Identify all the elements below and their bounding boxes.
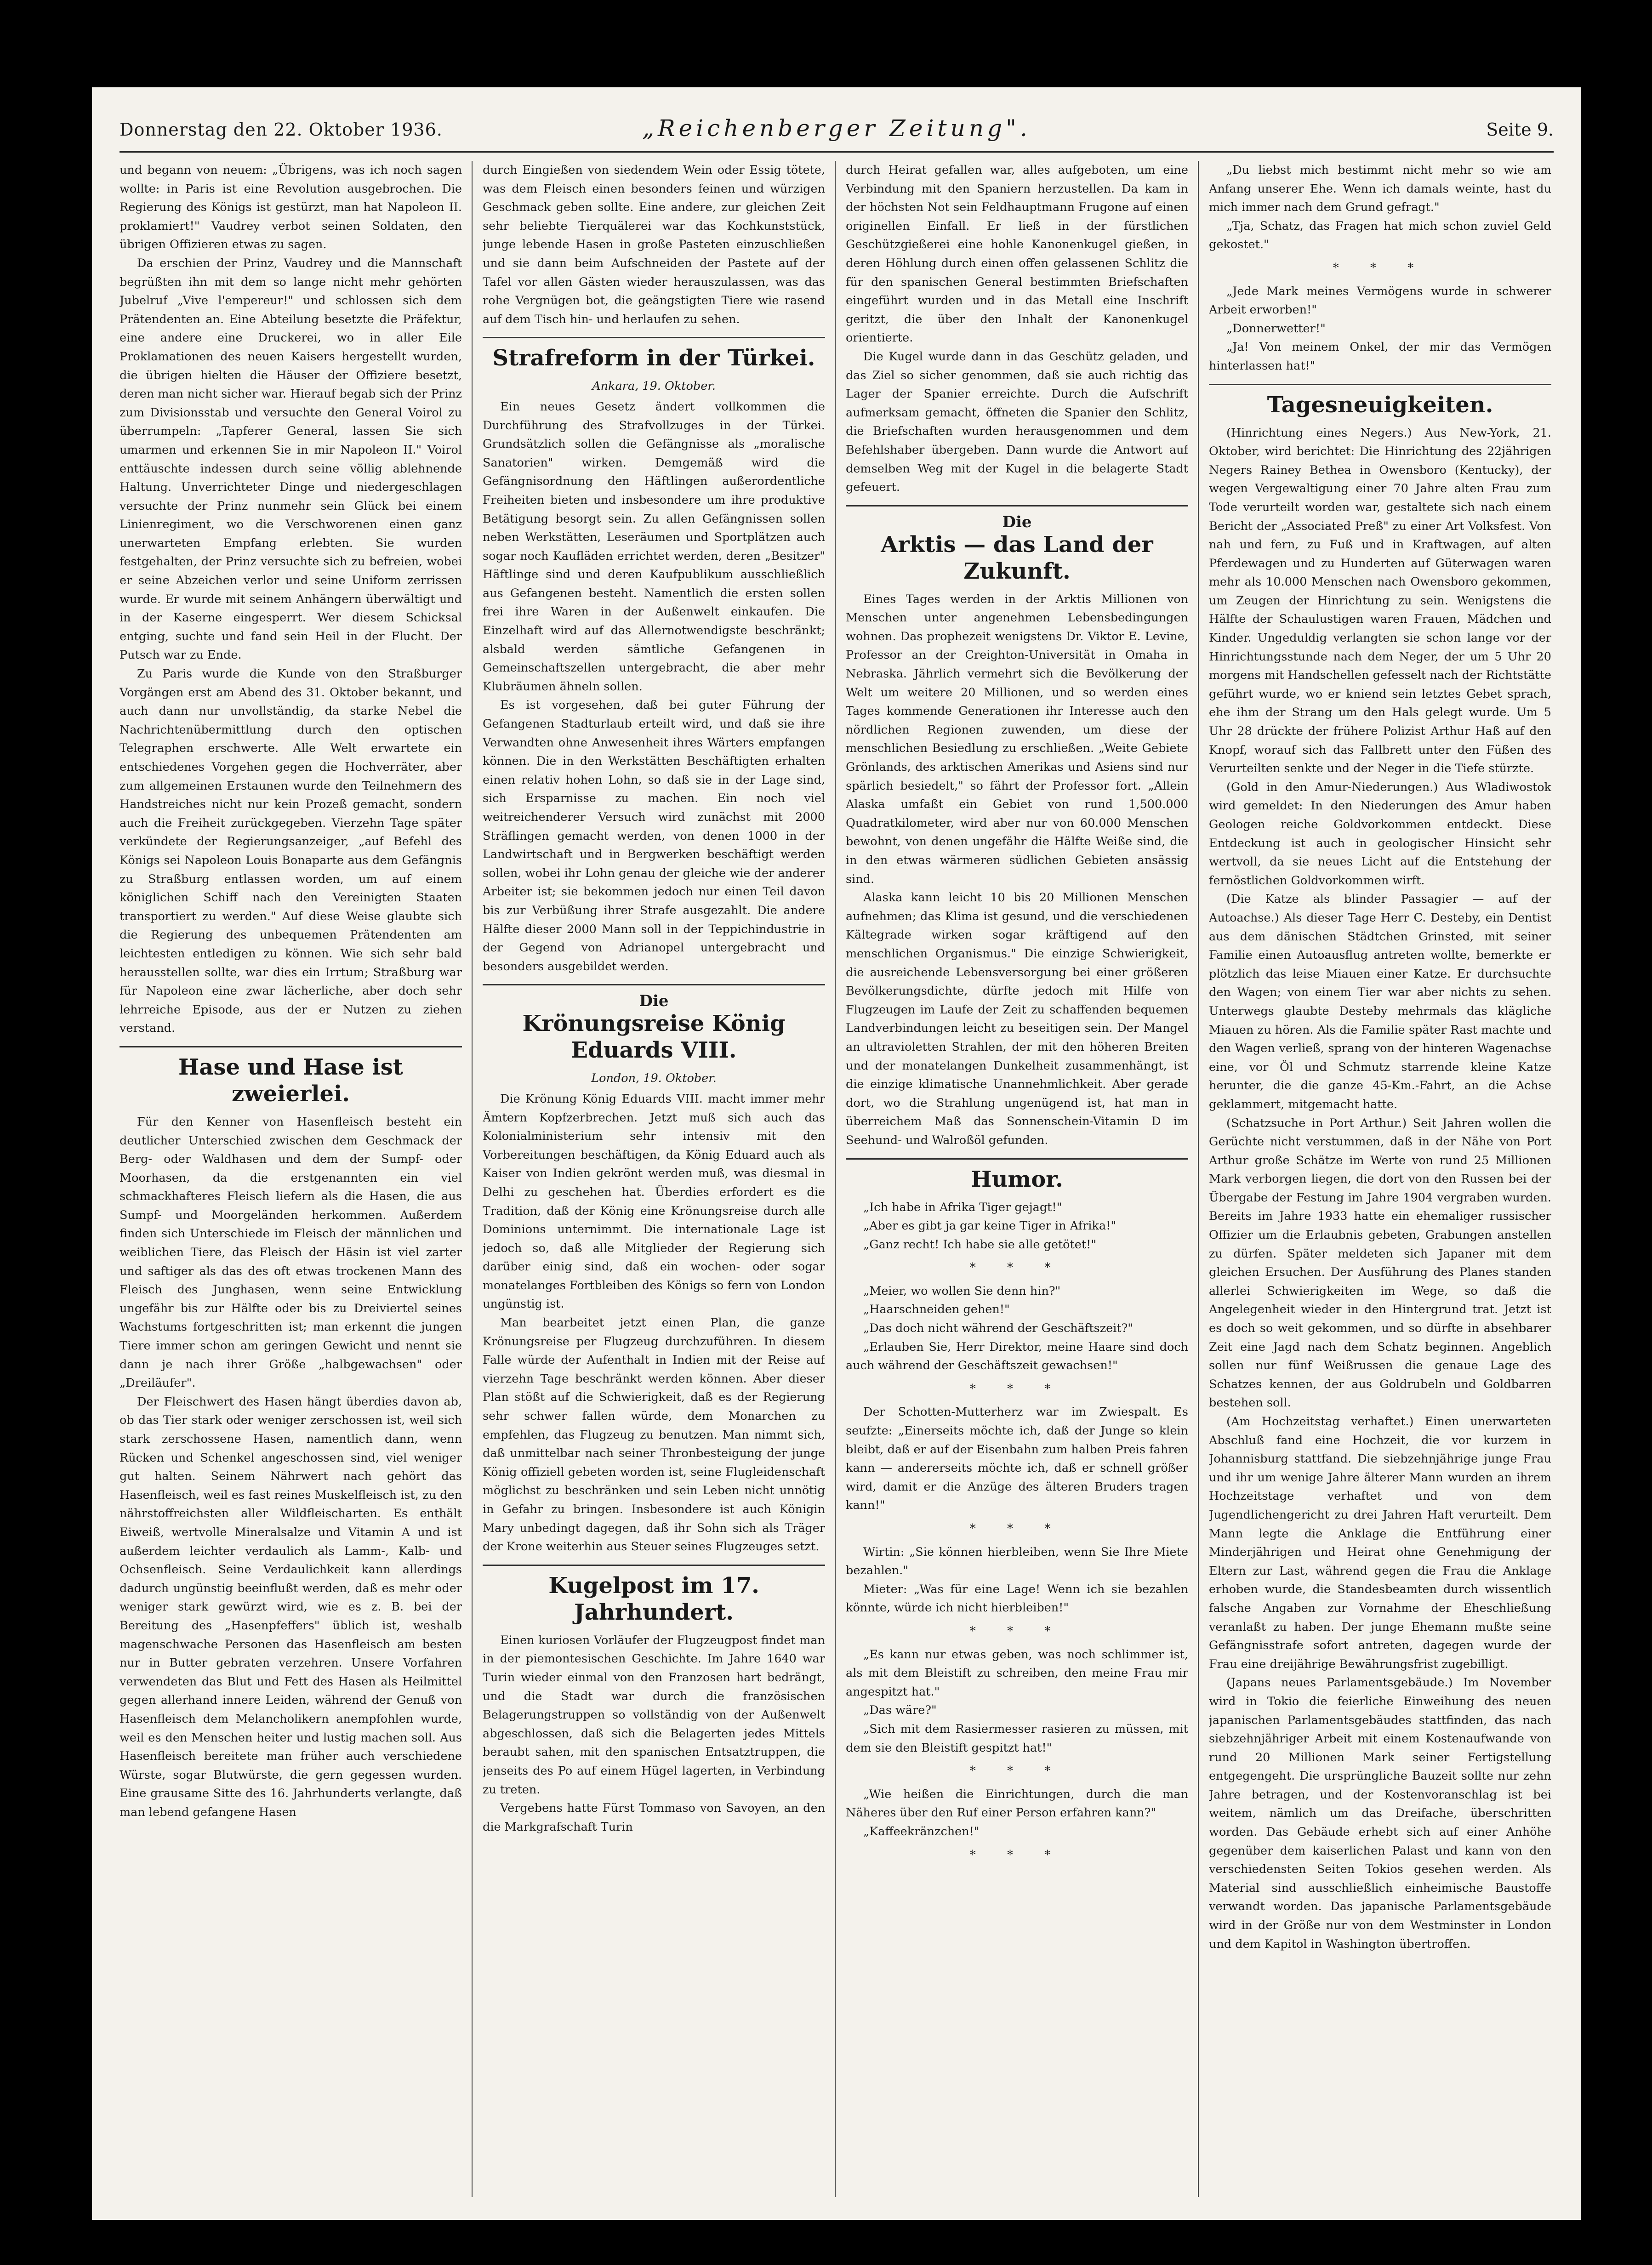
- joke-separator: * * *: [969, 1848, 1065, 1862]
- joke-line: „Aber es gibt ja gar keine Tiger in Afrika!": [863, 1219, 1117, 1233]
- joke-line: „Donnerwetter!": [1226, 321, 1326, 336]
- header-rule: [120, 151, 1554, 153]
- article-paragraph: Man bearbeitet jetzt einen Plan, die ganze Krönungsreise per Flugzeug durchzuführen. In diesem Falle würde der Aufenthalt in Indien mit der Reise auf vierzehn Tage beschränkt werden können. Aber dieser Plan stößt auf die Schwierigkeit, daß es der Regierung sehr schwer fallen würde, dem Monarchen zu empfehlen, das Flugzeug zu benutzen. Man nimmt sich, daß unmittelbar nach seiner Thronbesteigung der junge König offiziell gebeten worden ist, seine Flugleidenschaft möglichst zu beschränken und sein Leben nicht unnötig in Gefahr zu bringen. Insbesondere ist auch Königin Mary unbedingt dagegen, daß ihr Sohn sich als Träger der Krone weiterhin aus Steuer seines Flugzeuges setzt.: [483, 1316, 825, 1554]
- joke-separator: * * *: [969, 1382, 1065, 1396]
- article-divider: [1209, 384, 1551, 385]
- article-paragraph: Ein neues Gesetz ändert vollkommen die Durchführung des Strafvollzuges in der Türkei. Grundsätzlich sollen die Gefängnisse als „moralische Sanatorien" wirken. Demgemäß wird die Gefängnisordnung den Häftlingen außerordentliche Freiheiten bieten und insbesondere um ihre produktive Betätigung besorgt sein. Zu allen Gefängnissen sollen neben Werkstätten, Leseräumen und Sportplätzen auch sogar noch Kaufläden errichtet werden, deren „Besitzer" Häftlinge sind und deren Kaufpublikum ausschließlich aus Gefangenen besteht. Namentlich die ersten sollen frei ihre Waren in der Außenwelt einkaufen. Die Einzelhaft wird auf das Allernotwendigste beschränkt; alsbald werden sämtliche Gefangenen in Gemeinschaftszellen untergebracht, die aber mehr Klubräumen ähneln sollen.: [483, 399, 825, 694]
- joke-line: Mieter: „Was für eine Lage! Wenn ich sie bezahlen könnte, würde ich nicht hierbleiben!": [846, 1582, 1188, 1615]
- column-3: [846, 161, 1188, 2197]
- joke-separator: * * *: [969, 1261, 1065, 1275]
- joke-line: „Jede Mark meines Vermögens wurde in schwerer Arbeit erworben!": [1209, 284, 1551, 317]
- article-pretitle: Die: [1002, 512, 1032, 531]
- joke-line: „Kaffeekränzchen!": [863, 1824, 980, 1838]
- article-dateline: Ankara, 19. Oktober.: [592, 379, 716, 393]
- article-paragraph: Der Fleischwert des Hasen hängt überdies davon ab, ob das Tier stark oder weniger zerschossen ist, weil sich stark zerschossene Hasen, namentlich dann, wenn Rücken und Schenkel angeschossen sind, viel weniger gut halten. Seinem Nährwert nach gehört das Hasenfleisch, weil es fast reines Muskelfleisch ist, zu den nährstoffreichsten aller Wildfleischarten. Es enthält Eiweiß, wertvolle Mineralsalze und Vitamin A und ist außerdem leichter verdaulich als Lamm-, Kalb- und Ochsenfleisch. Seine Verdaulichkeit kann allerdings dadurch ungünstig beeinflußt werden, daß es mehr oder weniger stark gewürzt wird, wie es z. B. bei der Bereitung des „Hasenpfeffers" üblich ist, weshalb magenschwache Personen das Hasenfleisch am besten nur in Butter gebraten verzehren. Unsere Vorfahren verwendeten das Blut und Fett des Hasen als Heilmittel gegen allerhand innere Leiden, während der Genuß von Hasenfleisch dem Melancholikern anempfohlen wurde, weil es den Menschen heiter und lustig machen soll. Aus Hasenfleisch bereitete man früher auch verschiedene Würste, sogar Blutwürste, die gern gegessen wurden. Eine grausame Sitte des 16. Jahrhunderts verlangte, daß man lebend gefangene Hasen: [120, 1394, 462, 1819]
- article-paragraph: durch Eingießen von siedendem Wein oder Essig tötete, was dem Fleisch einen besonders feinen und würzigen Geschmack geben sollte. Eine andere, zur gleichen Zeit sehr beliebte Tierquälerei war das Kochkunststück, junge lebende Hasen in große Pasteten einzuschließen und sie dann beim Aufschneiden der Pastete auf der Tafel vor allen Gästen wieder herauszulassen, was das rohe Vergnügen bot, die geängstigten Tiere wie rasend auf dem Tisch hin- und herlaufen zu sehen.: [483, 163, 825, 326]
- article-divider: [483, 1565, 825, 1566]
- column-divider: [472, 161, 473, 2197]
- article-divider: [846, 505, 1188, 506]
- column-divider: [835, 161, 836, 2197]
- column-1: [120, 161, 462, 2197]
- article-divider: [483, 337, 825, 338]
- article-paragraph: Vergebens hatte Fürst Tommaso von Savoyen, an den die Markgrafschaft Turin: [483, 1801, 825, 1834]
- joke-separator: * * *: [969, 1522, 1065, 1536]
- news-item: (Schatzsuche in Port Arthur.) Seit Jahren wollen die Gerüchte nicht verstummen, daß in der Nähe von Port Arthur große Schätze im Werte von rund 25 Millionen Mark verborgen liegen, die dort von den Russen bei der Übergabe der Festung im Jahre 1904 vergraben wurden. Bereits im Jahre 1933 hatte ein ehemaliger russischer Offizier um die Erlaubnis gebeten, Grabungen anstellen zu dürfen. Später meldeten sich Japaner mit dem gleichen Ersuchen. Der Ausführung des Planes standen allerlei Schwierigkeiten im Wege, so daß die Angelegenheit wieder in den Hintergrund trat. Jetzt ist es doch so weit gekommen, und so dürfte in absehbarer Zeit eine Jagd nach dem Schatz beginnen. Angeblich sollen nur fünf Weißrussen die genaue Lage des Schatzes kennen, der aus Goldrubeln und Goldbarren bestehen soll.: [1209, 1116, 1551, 1410]
- joke-separator: * * *: [1333, 261, 1428, 275]
- article-dateline: London, 19. Oktober.: [591, 1071, 717, 1086]
- joke-line: „Ich habe in Afrika Tiger gejagt!": [863, 1200, 1062, 1214]
- joke-line: „Tja, Schatz, das Fragen hat mich schon zuviel Geld gekostet.": [1209, 219, 1551, 252]
- article-pretitle: Die: [639, 992, 669, 1011]
- joke-line: Der Schotten-Mutterherz war im Zwiespalt. Es seufzte: „Einerseits möchte ich, daß der Junge so klein bleibt, daß er auf der Eisenbahn zum halben Preis fahren kann — andererseits möchte ich, daß er schnell größer wird, damit er die Anzüge des älteren Bruders tragen kann!": [846, 1405, 1188, 1513]
- article-divider: [483, 984, 825, 985]
- joke-line: „Du liebst mich bestimmt nicht mehr so wie am Anfang unserer Ehe. Wenn ich damals weinte, hast du mich immer nach dem Grund gefragt.": [1209, 163, 1551, 215]
- article-paragraph: Einen kuriosen Vorläufer der Flugzeugpost findet man in der piemontesischen Geschichte. Im Jahre 1640 war Turin wieder einmal von den Franzosen hart bedrängt, und die Stadt war durch die französischen Belagerungstruppen so vollständig von der Außenwelt abgeschlossen, daß sich die Belagerten jedes Mittels beraubt sahen, mit den spanischen Entsatztruppen, die jenseits des Po auf einem Hügel lagerten, in Verbindung zu treten.: [483, 1633, 825, 1797]
- article-paragraph: Alaska kann leicht 10 bis 20 Millionen Menschen aufnehmen; das Klima ist gesund, und die verschiedenen Kältegrade wirken sogar kräftigend auf den menschlichen Organismus." Die einzige Schwierigkeit, die ausreichende Lebensversorgung bei einer größeren Bevölkerungsdichte, dürfte jedoch mit Hilfe von Flugzeugen im Laufe der Zeit zu schaffenden bequemen Landverbindungen leicht zu beseitigen sein. Der Mangel an ultravioletten Strahlen, der mit den höheren Breiten und der monatelangen Dunkelheit zusammenhängt, ist die einzige klimatische Unannehmlichkeit. Aber gerade dort, wo die Strahlung ungenügend ist, hat man in überreichem Maß das Sonnenschein-Vitamin D im Seehund- und Walroßöl gefunden.: [846, 891, 1188, 1147]
- article-title-kroenungsreise: Krönungsreise König Eduards VIII.: [522, 1011, 786, 1064]
- joke-line: „Ganz recht! Ich habe sie alle getötet!": [863, 1237, 1097, 1252]
- article-paragraph: Eines Tages werden in der Arktis Millionen von Menschen unter angenehmen Lebensbedingungen wohnen. Das prophezeit wenigstens Dr. Viktor E. Levine, Professor an der Creighton-Universität in Omaha in Nebraska. Jährlich vermehrt sich die Bevölkerung der Welt um weitere 20 Millionen, und so werden eines Tages kommende Generationen ihr Interesse auch den nördlichen Regionen zuwenden, um diese der menschlichen Besiedlung zu erschließen. „Weite Gebiete Grönlands, des arktischen Amerikas und Asiens sind nur spärlich besiedelt," so fährt der Professor fort. „Allein Alaska umfaßt ein Gebiet von rund 1,500.000 Quadratkilometer, wird aber nur von 60.000 Menschen bewohnt, von denen ungefähr die Hälfte Weiße sind, die in den etwas wärmeren südlichen Gebieten ansässig sind.: [846, 592, 1188, 886]
- article-paragraph: Für den Kenner von Hasenfleisch besteht ein deutlicher Unterschied zwischen dem Geschmack der Berg- oder Waldhasen und dem der Sumpf- oder Moorhasen, da die erstgenannten ein viel schmackhafteres Fleisch liefern als die Hasen, die aus Sumpf- und Moorgeländen herkommen. Außerdem finden sich Unterschiede im Fleisch der männlichen und weiblichen Tiere, das Fleisch der Häsin ist viel zarter und saftiger als das des oft etwas trockenen Mann des Fleisch des Junghasen, wenn seine Entwicklung ungefähr bis zur Hälfte oder bis zu Dreiviertel seines Wachstums fortgeschritten ist; man erkennt die jungen Tiere immer schon am geringen Gewicht und nennt sie dann je nach ihrer Größe „halbgewachsen" oder „Dreiläufer".: [120, 1115, 462, 1390]
- article-divider: [120, 1046, 462, 1047]
- article-title-arktis: Arktis — das Land der Zukunft.: [881, 531, 1153, 584]
- article-paragraph: Zu Paris wurde die Kunde von den Straßburger Vorgängen erst am Abend des 31. Oktober bekannt, und auch dann nur unvollständig, da starke Nebel die Nachrichtenübermittlung durch den optischen Telegraphen erschwerte. Alle Welt erwartete ein entschiedenes Vorgehen gegen die Hochverräter, aber zum allgemeinen Erstaunen wurde den Teilnehmern des Handstreiches nicht nur kein Prozeß gemacht, sondern auch die Freiheit zurückgegeben. Vierzehn Tage später verkündete der Regierungsanzeiger, „auf Befehl des Königs sei Napoleon Louis Bonaparte aus dem Gefängnis zu Straßburg entlassen worden, um auf einem königlichen Schiff nach den Vereinigten Staaten transportiert zu werden." Auf diese Weise glaubte sich die Regierung des unbequemen Prätendenten am leichtesten entledigen zu können. Wie sich sehr bald herausstellen sollte, war dies ein Irrtum; Straßburg war für Napoleon eine zwar lächerliche, aber doch sehr lehrreiche Episode, aus der er Nutzen zu ziehen verstand.: [120, 667, 462, 1036]
- article-title-hase: Hase und Hase ist zweierlei.: [178, 1054, 403, 1107]
- joke-line: „Wie heißen die Einrichtungen, durch die man Näheres über den Ruf einer Person erfahren kann?": [846, 1787, 1188, 1820]
- column-divider: [1198, 161, 1199, 2197]
- article-divider: [846, 1158, 1188, 1160]
- joke-line: „Meier, wo wollen Sie denn hin?": [863, 1284, 1061, 1298]
- joke-line: „Erlauben Sie, Herr Direktor, meine Haare sind doch auch während der Geschäftszeit gewachsen!": [846, 1340, 1188, 1373]
- page-number: Seite 9.: [1486, 120, 1554, 140]
- article-paragraph: Da erschien der Prinz, Vaudrey und die Mannschaft begrüßten ihn mit dem so lange nicht mehr gehörten Jubelruf „Vive l'empereur!" und schlossen sich dem Prätendenten an. Eine Abteilung besetzte die Präfektur, eine andere eine Druckerei, wo in aller Eile Proklamationen des neuen Kaisers hergestellt wurden, die übrigen hielten die Häuser der Offiziere besetzt, deren man nicht sicher war. Hierauf begab sich der Prinz zum Divisionsstab und versuchte den General Voirol zu überrumpeln: „Tapferer General, lassen Sie sich umarmen und erkennen Sie in mir Napoleon II." Voirol enttäuschte indessen durch seine völlig ablehnende Haltung. Unverrichteter Dinge und niedergeschlagen versuchte der Prinz nunmehr sein Glück bei einem Linienregiment, wo die Verschworenen einen ganz unerwarteten Empfang erlebten. Sie wurden festgehalten, der Prinz versuchte sich zu befreien, wobei er seine Abzeichen verlor und seine Uniform zerrissen wurde. Er wurde mit seinem Anhängern überwältigt und in der Kaserne eingesperrt. Wer diesem Schicksal entging, suchte und fand sein Heil in der Flucht. Der Putsch war zu Ende.: [120, 256, 462, 662]
- joke-line: „Das doch nicht während der Geschäftszeit?": [863, 1321, 1134, 1336]
- joke-line: „Ja! Von meinem Onkel, der mir das Vermögen hinterlassen hat!": [1209, 340, 1551, 373]
- newspaper-page: [92, 87, 1581, 2220]
- news-item: (Gold in den Amur-Niederungen.) Aus Wladiwostok wird gemeldet: In den Niederungen des Amur haben Geologen reiche Goldvorkommen entdeckt. Diese Entdeckung ist auch in geologischer Hinsicht sehr wertvoll, da sie neues Licht auf die Entstehung der fernöstlichen Goldvorkommen wirft.: [1209, 780, 1551, 888]
- section-title-tagesneuigkeiten: Tagesneuigkeiten.: [1267, 392, 1493, 418]
- masthead-title: „Reichenberger Zeitung".: [642, 115, 1031, 142]
- article-paragraph: Es ist vorgesehen, daß bei guter Führung der Gefangenen Stadturlaub erteilt wird, und daß sie ihre Verwandten ohne Anwesenheit ihres Wärters empfangen können. Die in den Werkstätten Beschäftigten erhalten einen relativ hohen Lohn, so daß sie in der Lage sind, sich Ersparnisse zu machen. Ein noch viel weitreichenderer Versuch wird zunächst mit 2000 Sträflingen gemacht werden, von denen 1000 in der Landwirtschaft und in Bergwerken beschäftigt werden sollen, wobei ihr Lohn genau der gleiche wie der anderer Arbeiter ist; sie bekommen jedoch nur einen Teil davon bis zur Verbüßung ihrer Strafe ausgezahlt. Die andere Hälfte dieser 2000 Mann soll in der Teppichindustrie in der Gegend von Adrianopel untergebracht und besonders ausgebildet werden.: [483, 698, 825, 973]
- joke-line: „Das wäre?": [863, 1703, 937, 1718]
- news-item: (Hinrichtung eines Negers.) Aus New-York, 21. Oktober, wird berichtet: Die Hinrichtung des 22jährigen Negers Rainey Bethea in Owensboro (Kentucky), der wegen Vergewaltigung einer 70 Jahre alten Frau zum Tode verurteilt worden war, gestaltete sich nach einem Bericht der „Associated Preß" zu einer Art Volksfest. Von nah und fern, zu Fuß und in Kraftwagen, auf alten Pferdewagen und zu Hunderten auf Güterwagen waren mehr als 10.000 Menschen nach Owensboro gekommen, um Zeugen der Hinrichtung zu sein. Wenigstens die Hälfte der Schaulustigen waren Frauen, Mädchen und Kinder. Ungeduldig verlangten sie schon lange vor der Hinrichtungsstunde nach dem Neger, der um 5 Uhr 20 morgens mit Handschellen gefesselt nach der Richtstätte geführt wurde, wo er kniend sein letztes Gebet sprach, ehe ihm der Strang um den Hals gelegt wurde. Um 5 Uhr 28 drückte der frühere Polizist Arthur Haß auf den Knopf, worauf sich das Fallbrett unter den Füßen des Verurteilten senkte und der Neger in die Tiefe stürzte.: [1209, 426, 1551, 776]
- joke-line: „Es kann nur etwas geben, was noch schlimmer ist, als mit dem Bleistift zu schreiben, den meine Frau mir angespitzt hat.": [846, 1647, 1188, 1699]
- article-paragraph: Die Krönung König Eduards VIII. macht immer mehr Ämtern Kopfzerbrechen. Jetzt muß sich auch das Kolonialministerium sehr intensiv mit den Vorbereitungen beschäftigen, da König Eduard auch als Kaiser von Indien gekrönt werden muß, was diesmal in Delhi zu geschehen hat. Überdies erfordert es die Tradition, daß der König eine Krönungsreise durch alle Dominions unternimmt. Die internationale Lage ist jedoch so, daß alle Mitglieder der Regierung sich darüber einig sind, daß ein wochen- oder sogar monatelanges Fortbleiben des Königs so fern von London ungünstig ist.: [483, 1092, 825, 1311]
- joke-line: „Haarschneiden gehen!": [863, 1303, 1010, 1317]
- joke-separator: * * *: [969, 1764, 1065, 1778]
- news-item: (Die Katze als blinder Passagier — auf der Autoachse.) Als dieser Tage Herr C. Desteby, ein Dentist aus dem dänischen Städtchen Grinsted, mit seiner Familie einen Autoausflug antreten wollte, bemerkte er plötzlich das leise Miauen einer Katze. Er durchsuchte den Wagen; von einem Tier war aber nichts zu sehen. Unterwegs glaubte Desteby mehrmals das klägliche Miauen zu hören. Als die Familie später Rast machte und den Wagen verließ, sprang von der hinteren Wagenachse eine, vor Öl und Schmutz starrende kleine Katze herunter, die die ganze 45-Km.-Fahrt, an die Achse geklammert, mitgemacht hatte.: [1209, 892, 1551, 1111]
- column-2: [483, 161, 825, 2197]
- article-paragraph: Die Kugel wurde dann in das Geschütz geladen, und das Ziel so sicher genommen, daß sie auch richtig das Lager der Spanier erreichte. Durch die Aufschrift aufmerksam gemacht, öffneten die Spanier den Schlitz, die Briefschaften wurden herausgenommen und dem Befehlshaber übergeben. Dann wurde die Antwort auf demselben Weg mit der Kugel in die belagerte Stadt gefeuert.: [846, 349, 1188, 495]
- news-item: (Japans neues Parlamentsgebäude.) Im November wird in Tokio die feierliche Einweihung des neuen japanischen Parlamentsgebäudes stattfinden, das nach siebzehnjähriger Arbeit mit einem Kostenaufwande von rund 20 Millionen Mark seiner Fertigstellung entgegengeht. Die ursprüngliche Bauzeit sollte nur zehn Jahre betragen, und der Kostenvoranschlag ist bei weitem, nämlich um das Dreifache, überschritten worden. Das Gebäude erhebt sich auf einer Anhöhe gegenüber dem kaiserlichen Palast und kann von den verschiedensten Seiten Tokios gesehen werden. Als Material sind ausschließlich einheimische Baustoffe verwandt worden. Das japanische Parlamentsgebäude wird in der Größe nur von dem Westminster in London und dem Kapitol in Washington übertroffen.: [1209, 1676, 1551, 1951]
- section-title-humor: Humor.: [971, 1166, 1063, 1192]
- joke-line: „Sich mit dem Rasiermesser rasieren zu müssen, mit dem sie den Bleistift gespitzt hat!": [846, 1722, 1188, 1755]
- article-title-strafreform: Strafreform in der Türkei.: [492, 345, 815, 371]
- article-paragraph: durch Heirat gefallen war, alles aufgeboten, um eine Verbindung mit den Spaniern herzustellen. Da kam in der höchsten Not sein Feldhauptmann Frugone auf einen originellen Einfall. Er ließ in der fürstlichen Geschützgießerei eine hohle Kanonenkugel gießen, in deren Höhlung durch einen offen gelassenen Schlitz die für den spanischen General bestimmten Briefschaften eingeführt wurden und in das Metall eine Inschrift geritzt, die über den Inhalt der Kanonenkugel orientierte.: [846, 163, 1188, 345]
- news-item: (Am Hochzeitstag verhaftet.) Einen unerwarteten Abschluß fand eine Hochzeit, die vor kurzem in Johannisburg stattfand. Die siebzehnjährige junge Frau und ihr um wenige Jahre älterer Mann wurden an ihrem Hochzeitstage verhaftet und von dem Jugendlichengericht zu drei Jahren Haft verurteilt. Dem Mann legte die Anklage die Entführung einer Minderjährigen und Heirat ohne Genehmigung der Eltern zur Last, während gegen die Frau die Anklage erhoben wurde, die Standesbeamten durch wissentlich falsche Angaben zur Vornahme der Eheschließung veranlaßt zu haben. Der junge Ehemann mußte seine Gefängnisstrafe sofort antreten, dagegen wurde der Frau eine dreijährige Bewährungsfrist zugebilligt.: [1209, 1415, 1551, 1671]
- article-title-kugelpost: Kugelpost im 17. Jahrhundert.: [548, 1572, 759, 1625]
- article-paragraph: und begann von neuem: „Übrigens, was ich noch sagen wollte: in Paris ist eine Revolution ausgebrochen. Die Regierung des Königs ist gestürzt, man hat Napoleon II. proklamiert!" Vaudrey verbot seinen Soldaten, den übrigen Offizieren etwas zu sagen.: [120, 163, 462, 252]
- column-4: [1209, 161, 1551, 2197]
- header-date: Donnerstag den 22. Oktober 1936.: [120, 120, 443, 140]
- joke-separator: * * *: [969, 1624, 1065, 1638]
- page-header: [120, 115, 1554, 147]
- joke-line: Wirtin: „Sie können hierbleiben, wenn Sie Ihre Miete bezahlen.": [846, 1545, 1188, 1578]
